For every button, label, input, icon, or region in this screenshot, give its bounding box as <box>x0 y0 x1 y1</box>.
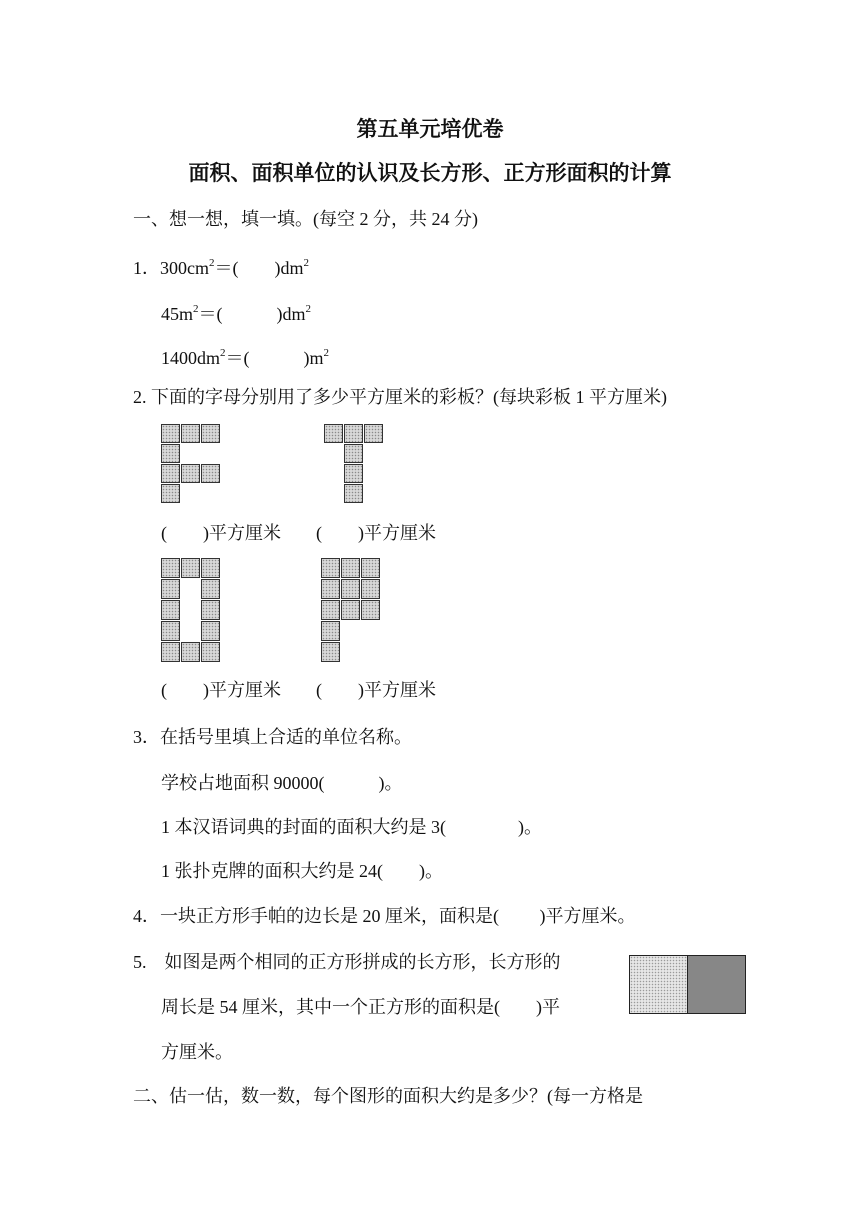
board-cell <box>201 600 220 620</box>
q3-item-1: 学校占地面积 90000( )。 <box>161 773 403 793</box>
board-cell <box>341 558 360 578</box>
board-cell <box>161 621 180 641</box>
board-cell <box>161 579 180 599</box>
q1-line-2 <box>161 298 311 325</box>
board-cell <box>201 579 220 599</box>
q1-number: 1． <box>133 258 160 278</box>
answer-o: ( )平方厘米 <box>161 680 281 700</box>
board-cell <box>361 579 380 599</box>
board-cell <box>161 558 180 578</box>
board-cell <box>181 424 200 443</box>
board-cell <box>321 621 340 641</box>
page-title: 第五单元培优卷 <box>356 117 504 141</box>
board-cell <box>161 600 180 620</box>
board-cell <box>201 464 220 483</box>
board-cell <box>344 484 363 503</box>
board-cell <box>201 621 220 641</box>
q1-line-1-sup-left: 2 <box>209 257 215 269</box>
q1-line-2-mid: ＝( )dm <box>198 304 306 324</box>
board-cell <box>161 424 180 443</box>
q1-line-1-sup-right: 2 <box>303 257 309 269</box>
answer-p: ( )平方厘米 <box>316 680 436 700</box>
q1-line-3-mid: ＝( )m <box>225 348 324 368</box>
board-cell <box>321 600 340 620</box>
board-cell <box>324 424 343 443</box>
board-cell <box>321 558 340 578</box>
q3-question: 3．在括号里填上合适的单位名称。 <box>133 727 412 747</box>
q5-line-2: 周长是 54 厘米，其中一个正方形的面积是( )平 <box>161 997 560 1017</box>
left-square <box>629 955 689 1014</box>
board-cell <box>364 424 383 443</box>
board-cell <box>201 642 220 662</box>
board-cell <box>361 600 380 620</box>
q1-line-2-sup-right: 2 <box>305 303 312 315</box>
board-cell <box>361 558 380 578</box>
board-cell <box>161 642 180 662</box>
board-cell <box>341 600 360 620</box>
board-cell <box>161 464 180 483</box>
board-cell <box>181 642 200 662</box>
letter-p-figure <box>321 558 383 662</box>
letter-o-figure <box>161 558 223 662</box>
q1-line-3-sup-left: 2 <box>220 347 226 359</box>
q1-line-1-left: 300cm <box>160 258 209 278</box>
letter-t-figure <box>324 424 386 506</box>
board-cell <box>321 579 340 599</box>
section2-heading: 二、估一估，数一数，每个图形的面积大约是多少？(每一方格是 <box>133 1086 643 1106</box>
section1-heading: 一、想一想，填一填。(每空 2 分，共 24 分) <box>133 209 478 229</box>
q1-line-2-sup-left: 2 <box>193 303 199 315</box>
board-cell <box>344 464 363 483</box>
board-cell <box>201 424 220 443</box>
q1-line-3 <box>161 342 329 369</box>
q2-question: 2. 下面的字母分别用了多少平方厘米的彩板？(每块彩板 1 平方厘米) <box>133 387 667 407</box>
q5-line-3: 方厘米。 <box>161 1042 233 1062</box>
board-cell <box>181 558 200 578</box>
q3-item-3: 1 张扑克牌的面积大约是 24( )。 <box>161 861 443 881</box>
board-cell <box>321 642 340 662</box>
page-subtitle: 面积、面积单位的认识及长方形、正方形面积的计算 <box>188 161 672 185</box>
q4-question: 4．一块正方形手帕的边长是 20 厘米，面积是( )平方厘米。 <box>133 906 636 926</box>
answer-t: ( )平方厘米 <box>316 523 436 543</box>
board-cell <box>341 579 360 599</box>
q1-line-1 <box>133 252 309 279</box>
q1-line-1-mid: ＝( )dm <box>214 258 304 278</box>
q3-item-2: 1 本汉语词典的封面的面积大约是 3( )。 <box>161 817 542 837</box>
board-cell <box>161 444 180 463</box>
right-square <box>687 955 746 1014</box>
board-cell <box>181 464 200 483</box>
q1-line-3-left: 1400dm <box>161 348 221 368</box>
q1-line-3-sup-right: 2 <box>323 347 330 359</box>
letter-f-figure <box>161 424 223 506</box>
board-cell <box>344 444 363 463</box>
q1-line-2-left: 45m <box>161 304 194 324</box>
q5-line-1: 5. 如图是两个相同的正方形拼成的长方形，长方形的 <box>133 952 561 972</box>
two-squares-rectangle-figure <box>629 955 746 1014</box>
answer-f: ( )平方厘米 <box>161 523 281 543</box>
board-cell <box>201 558 220 578</box>
board-cell <box>161 484 180 503</box>
board-cell <box>344 424 363 443</box>
